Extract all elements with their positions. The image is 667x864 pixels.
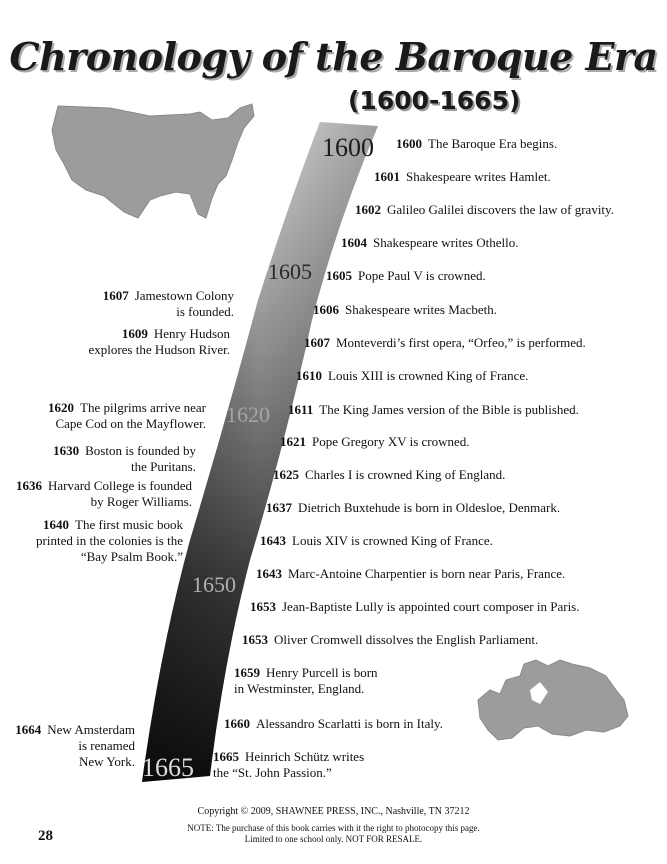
- event-text-line2: the Puritans.: [131, 459, 196, 474]
- event-year: 1600: [396, 136, 422, 151]
- event-year: 1602: [355, 202, 381, 217]
- event-text: Boston is founded by: [85, 443, 196, 458]
- event-row: [213, 749, 364, 781]
- event-row: [242, 632, 538, 648]
- event-text: Shakespeare writes Othello.: [373, 235, 519, 250]
- event-text-line2: is renamed: [78, 738, 135, 753]
- photocopy-note: [0, 823, 667, 845]
- event-year: 1604: [341, 235, 367, 250]
- event-year: 1637: [266, 500, 292, 515]
- event-text: Harvard College is founded: [47, 478, 192, 493]
- event-year: 1606: [313, 302, 339, 317]
- event-year: 1653: [250, 599, 276, 614]
- event-row: [396, 136, 557, 152]
- event-year: 1625: [273, 467, 299, 482]
- event-row: [355, 202, 614, 218]
- event-text: Heinrich Schütz writes: [245, 749, 365, 764]
- event-text-line3: New York.: [79, 754, 135, 769]
- event-text: Louis XIV is crowned King of France.: [292, 533, 493, 548]
- event-text: Jamestown Colony: [134, 288, 234, 303]
- event-row: [374, 169, 551, 185]
- event-text: Charles I is crowned King of England.: [305, 467, 506, 482]
- event-row: [341, 235, 518, 251]
- event-text: Marc-Antoine Charpentier is born near Paris, France.: [288, 566, 566, 581]
- event-text: The Baroque Era begins.: [428, 136, 558, 151]
- event-text: Henry Hudson: [153, 326, 230, 341]
- event-text: Jean-Baptiste Lully is appointed court composer in Paris.: [282, 599, 580, 614]
- event-year: 1610: [296, 368, 322, 383]
- event-text-line2: Cape Cod on the Mayflower.: [55, 416, 206, 431]
- event-row-left: [16, 478, 192, 510]
- event-text: Dietrich Buxtehude is born in Oldesloe, Denmark.: [298, 500, 561, 515]
- event-text: The pilgrims arrive near: [80, 400, 206, 415]
- band-marker-1650: 1650: [192, 572, 236, 597]
- event-text-line2: printed in the colonies is the: [36, 533, 183, 548]
- event-text: Oliver Cromwell dissolves the English Parliament.: [274, 632, 539, 647]
- event-year: 1630: [53, 443, 80, 458]
- event-row: [326, 268, 486, 284]
- event-year: 1643: [256, 566, 282, 581]
- event-text-line3: “Bay Psalm Book.”: [80, 549, 183, 564]
- event-text: Henry Purcell is born: [266, 665, 378, 680]
- event-year: 1665: [213, 749, 239, 764]
- event-text: Pope Gregory XV is crowned.: [312, 434, 470, 449]
- event-text-line2: by Roger Williams.: [90, 494, 192, 509]
- band-marker-1600: 1600: [322, 133, 374, 162]
- event-row: [250, 599, 580, 615]
- event-row: [288, 402, 579, 418]
- event-year: 1660: [224, 716, 250, 731]
- event-year: 1659: [234, 665, 260, 680]
- event-row: [296, 368, 528, 384]
- event-year: 1601: [374, 169, 400, 184]
- event-row: [256, 566, 565, 582]
- event-row: [266, 500, 560, 516]
- event-row-left: [103, 288, 234, 320]
- event-year: 1607: [304, 335, 330, 350]
- event-row: [280, 434, 470, 450]
- band-marker-1620: 1620: [226, 402, 270, 427]
- event-text: Alessandro Scarlatti is born in Italy.: [256, 716, 443, 731]
- band-marker-1665: 1665: [142, 753, 194, 782]
- event-year: 1609: [121, 326, 148, 341]
- note-line-2: Limited to one school only. NOT FOR RESALE.: [244, 834, 423, 844]
- page-number: 28: [38, 828, 53, 844]
- event-row-left: [88, 326, 230, 358]
- event-row-left: [48, 400, 206, 432]
- event-year: 1607: [102, 288, 129, 303]
- copyright-line: Copyright © 2009, SHAWNEE PRESS, INC., Nashville, TN 37212: [197, 806, 470, 817]
- event-row: [234, 665, 378, 697]
- event-year: 1611: [288, 402, 314, 417]
- event-text-line2: is founded.: [176, 304, 234, 319]
- event-year: 1643: [260, 533, 286, 548]
- event-row: [304, 335, 586, 351]
- note-line-1: NOTE: The purchase of this book carries with it the right to photocopy this page.: [187, 823, 480, 833]
- event-year: 1640: [43, 517, 70, 532]
- event-year: 1664: [15, 722, 42, 737]
- europe-map-icon: [478, 660, 628, 740]
- event-row: [224, 716, 443, 732]
- event-text-line2: the “St. John Passion.”: [213, 765, 332, 780]
- event-text: The first music book: [75, 517, 183, 532]
- event-row-left: [36, 517, 183, 565]
- event-year: 1636: [15, 478, 42, 493]
- event-row-left: [15, 722, 135, 770]
- event-year: 1605: [326, 268, 352, 283]
- event-row: [313, 302, 497, 318]
- page-subtitle: (1600-1665): [348, 86, 521, 115]
- event-row: [260, 533, 493, 549]
- page-title: Chronology of the Baroque Era: [9, 34, 658, 79]
- event-text: Pope Paul V is crowned.: [358, 268, 486, 283]
- event-row: [273, 467, 505, 483]
- event-row-left: [53, 443, 196, 475]
- event-text: Monteverdi’s first opera, “Orfeo,” is performed.: [336, 335, 586, 350]
- event-year: 1653: [242, 632, 268, 647]
- event-text-line2: in Westminster, England.: [234, 681, 365, 696]
- event-text-line2: explores the Hudson River.: [88, 342, 230, 357]
- event-text: Shakespeare writes Macbeth.: [345, 302, 497, 317]
- event-text: Louis XIII is crowned King of France.: [328, 368, 529, 383]
- event-text: The King James version of the Bible is published.: [319, 402, 579, 417]
- event-text: Shakespeare writes Hamlet.: [406, 169, 551, 184]
- event-text: New Amsterdam: [47, 722, 135, 737]
- event-year: 1621: [280, 434, 306, 449]
- event-year: 1620: [48, 400, 75, 415]
- band-marker-1605: 1605: [268, 259, 312, 284]
- event-text: Galileo Galilei discovers the law of gravity.: [387, 202, 614, 217]
- usa-map-icon: [52, 104, 254, 218]
